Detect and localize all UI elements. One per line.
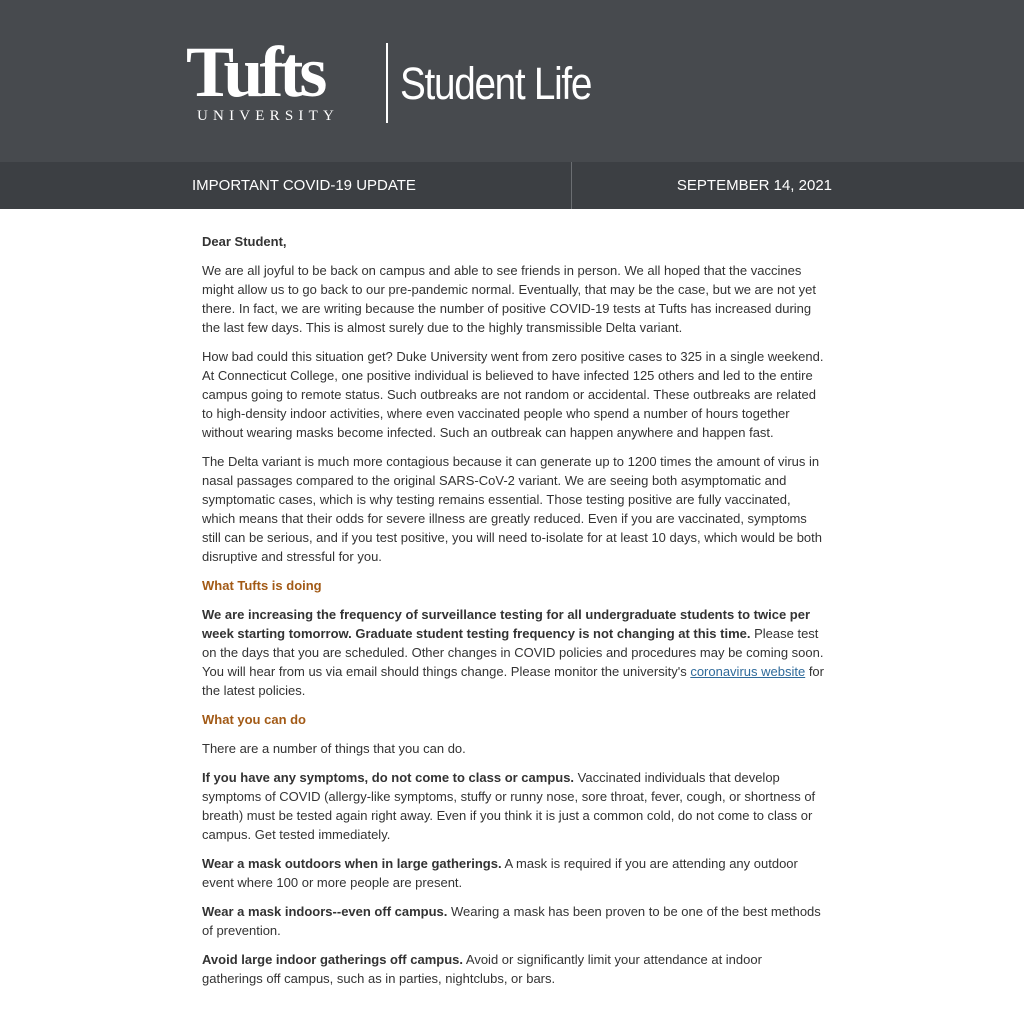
mask-indoors-bold-text: Wear a mask indoors--even off campus.: [202, 904, 448, 919]
paragraph-things-you-can-do: There are a number of things that you can do.: [202, 741, 466, 756]
testing-text-end: for the latest policies.: [202, 664, 824, 698]
mask-outdoors-bold-text: Wear a mask outdoors when in large gatherings.: [202, 856, 502, 871]
paragraph-delta: The Delta variant is much more contagious because it can generate up to 1200 times the amount of virus in nasal passages compared to the original SARS-CoV-2 variant. We are seeing both asymptomatic and symptomatic cases, which is why testing remains essential. Those testing positive are fully vaccinated, which means that their odds for severe illness are greatly reduced. Even if you are vaccinated, symptoms still can be serious, and if you test positive, you will need to-isolate for at least 10 days, which would be both disruptive and stressful for you.: [202, 454, 823, 564]
heading-what-you-can-do: What you can do: [202, 712, 306, 727]
testing-text: Please test on the days that you are scheduled. Other changes in COVID policies and procedures may be coming soon. You will hear from us via email should things change. Please monitor the university's: [202, 626, 824, 679]
greeting: Dear Student,: [202, 234, 287, 249]
gatherings-bold-text: Avoid large indoor gatherings off campus.: [202, 952, 463, 967]
testing-bold-text: We are increasing the frequency of surveillance testing for all undergraduate students to twice per week starting tomorrow. Graduate student testing frequency is not changing at this time.: [202, 607, 811, 641]
paragraph-intro: We are all joyful to be back on campus and able to see friends in person. We all hoped that the vaccines might allow us to go back to our pre-pandemic normal. Eventually, that may be the case, but we are not yet there. In fact, we are writing because the number of positive COVID-19 tests at Tufts has increased during the last few days. This is almost surely due to the highly transmissible Delta variant.: [202, 263, 816, 335]
tufts-student-life-logo: [186, 32, 606, 126]
email-date: SEPTEMBER 14, 2021: [676, 177, 832, 194]
paragraph-testing: [202, 605, 824, 700]
logo-university-text: UNIVERSITY: [197, 108, 339, 124]
email-header: [0, 0, 1024, 162]
heading-what-tufts-is-doing: What Tufts is doing: [202, 578, 322, 593]
subject-bar: [0, 162, 1024, 209]
gatherings-text: Avoid or significantly limit your attendance at indoor gatherings off campus, such as in parties, nightclubs, or bars.: [202, 952, 762, 986]
paragraph-outbreaks: How bad could this situation get? Duke University went from zero positive cases to 325 in a single weekend. At Connecticut College, one positive individual is believed to have infected 125 others and led to the entire campus going to remote status. Such outbreaks are not random or accidental. These outbreaks are related to high-density indoor activities, where even vaccinated people who spend a number of hours together without wearing masks become infected. Such an outbreak can happen anywhere and happen fast.: [202, 349, 824, 440]
subject-bar-divider: [571, 162, 572, 209]
paragraph-mask-indoors: [202, 902, 824, 940]
paragraph-mask-outdoors: [202, 854, 824, 892]
logo-divider: [386, 43, 388, 123]
email-subject: IMPORTANT COVID-19 UPDATE: [192, 177, 416, 194]
logo-tufts-wordmark: Tufts: [186, 32, 324, 112]
symptoms-bold-text: If you have any symptoms, do not come to class or campus.: [202, 770, 575, 785]
symptoms-text: Vaccinated individuals that develop symptoms of COVID (allergy-like symptoms, stuffy or runny nose, sore throat, fever, cough, or shortness of breath) must be tested again right away. Even if you think it is just a common cold, do not come to class or campus. Get tested immediately.: [202, 770, 816, 842]
paragraph-symptoms: [202, 768, 824, 844]
mask-outdoors-text: A mask is required if you are attending any outdoor event where 100 or more people are present.: [202, 856, 798, 890]
paragraph-gatherings: [202, 950, 824, 988]
coronavirus-website-link[interactable]: coronavirus website: [690, 664, 806, 679]
mask-indoors-text: Wearing a mask has been proven to be one of the best methods of prevention.: [202, 904, 821, 938]
logo-student-life-text: Student Life: [400, 58, 592, 109]
letter-body: [202, 232, 824, 998]
